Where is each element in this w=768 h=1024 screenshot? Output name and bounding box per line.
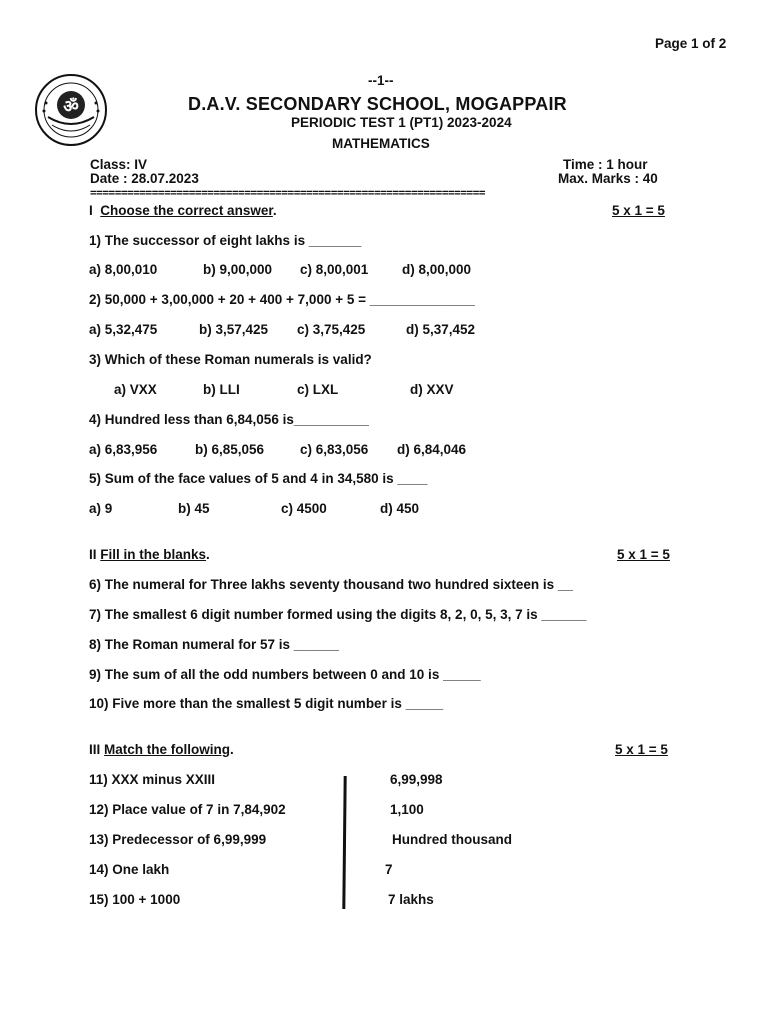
option-item: b) LLI <box>203 382 240 397</box>
option-item: d) 6,84,046 <box>397 442 467 457</box>
section-2-heading: II Fill in the blanks. <box>89 547 210 562</box>
option-item: b) 45 <box>178 501 210 516</box>
option-item: c) 6,83,056 <box>300 442 369 457</box>
question-4: 4) Hundred less than 6,84,056 is__________ <box>89 412 369 427</box>
match-right-2: 1,100 <box>390 802 424 817</box>
option-item: b) 9,00,000 <box>203 262 273 277</box>
option-item: a) 8,00,010 <box>89 262 158 277</box>
question-7: 7) The smallest 6 digit number formed using the digits 8, 2, 0, 5, 3, 7 is ______ <box>89 607 587 622</box>
match-right-3: Hundred thousand <box>392 832 512 847</box>
match-left-11: 11) XXX minus XXIII <box>89 772 216 787</box>
match-left-14: 14) One lakh <box>89 862 170 877</box>
question-10: 10) Five more than the smallest 5 digit number is _____ <box>89 696 444 711</box>
option-item: a) 6,83,956 <box>89 442 158 457</box>
match-divider-line <box>342 776 346 909</box>
question-5: 5) Sum of the face values of 5 and 4 in 34,580 is ____ <box>89 471 428 486</box>
option-item: a) 9 <box>89 501 113 516</box>
option-item: c) 3,75,425 <box>297 322 366 337</box>
section-3-title: Match the following <box>104 742 231 757</box>
option-item: a) 5,32,475 <box>89 322 158 337</box>
section-2-title: Fill in the blanks <box>100 547 207 562</box>
school-emblem-om-icon <box>34 73 108 147</box>
section-3-heading: III Match the following. <box>89 742 234 757</box>
option-item: d) 450 <box>380 501 420 516</box>
option-item: a) VXX <box>114 382 157 397</box>
option-item: c) LXL <box>297 382 339 397</box>
question-8: 8) The Roman numeral for 57 is ______ <box>89 637 339 652</box>
class-info: Class: IV <box>90 157 148 172</box>
question-1: 1) The successor of eight lakhs is _______ <box>89 233 362 248</box>
section-1-heading: I Choose the correct answer. <box>89 203 277 218</box>
match-right-5: 7 lakhs <box>388 892 434 907</box>
question-6: 6) The numeral for Three lakhs seventy thousand two hundred sixteen is __ <box>89 577 573 592</box>
question-3: 3) Which of these Roman numerals is valid? <box>89 352 372 367</box>
match-right-1: 6,99,998 <box>390 772 443 787</box>
option-item: d) 5,37,452 <box>406 322 476 337</box>
match-left-13: 13) Predecessor of 6,99,999 <box>89 832 267 847</box>
question-9: 9) The sum of all the odd numbers between 0 and 10 is _____ <box>89 667 481 682</box>
section-3-marks: 5 x 1 = 5 <box>615 742 668 757</box>
option-item: b) 3,57,425 <box>199 322 269 337</box>
time-info: Time : 1 hour <box>563 157 648 172</box>
option-item: d) 8,00,000 <box>402 262 472 277</box>
match-right-4: 7 <box>385 862 393 877</box>
max-marks-info: Max. Marks : 40 <box>558 171 658 186</box>
page-marker: --1-- <box>368 73 394 88</box>
separator-line: ================================================================ <box>90 186 486 199</box>
page-number: Page 1 of 2 <box>655 36 727 51</box>
option-item: c) 4500 <box>281 501 327 516</box>
subject-title: MATHEMATICS <box>332 136 430 151</box>
match-left-12: 12) Place value of 7 in 7,84,902 <box>89 802 286 817</box>
svg-text:ॐ: ॐ <box>63 97 79 117</box>
match-left-15: 15) 100 + 1000 <box>89 892 181 907</box>
date-info: Date : 28.07.2023 <box>90 171 199 186</box>
school-name: D.A.V. SECONDARY SCHOOL, MOGAPPAIR <box>188 94 567 114</box>
question-2: 2) 50,000 + 3,00,000 + 20 + 400 + 7,000 + 5 = ______________ <box>89 292 475 307</box>
section-1-title: Choose the correct answer <box>100 203 273 218</box>
option-item: b) 6,85,056 <box>195 442 265 457</box>
option-item: d) XXV <box>410 382 454 397</box>
section-1-marks: 5 x 1 = 5 <box>612 203 665 218</box>
option-item: c) 8,00,001 <box>300 262 369 277</box>
test-name: PERIODIC TEST 1 (PT1) 2023-2024 <box>291 115 512 130</box>
section-2-marks: 5 x 1 = 5 <box>617 547 670 562</box>
